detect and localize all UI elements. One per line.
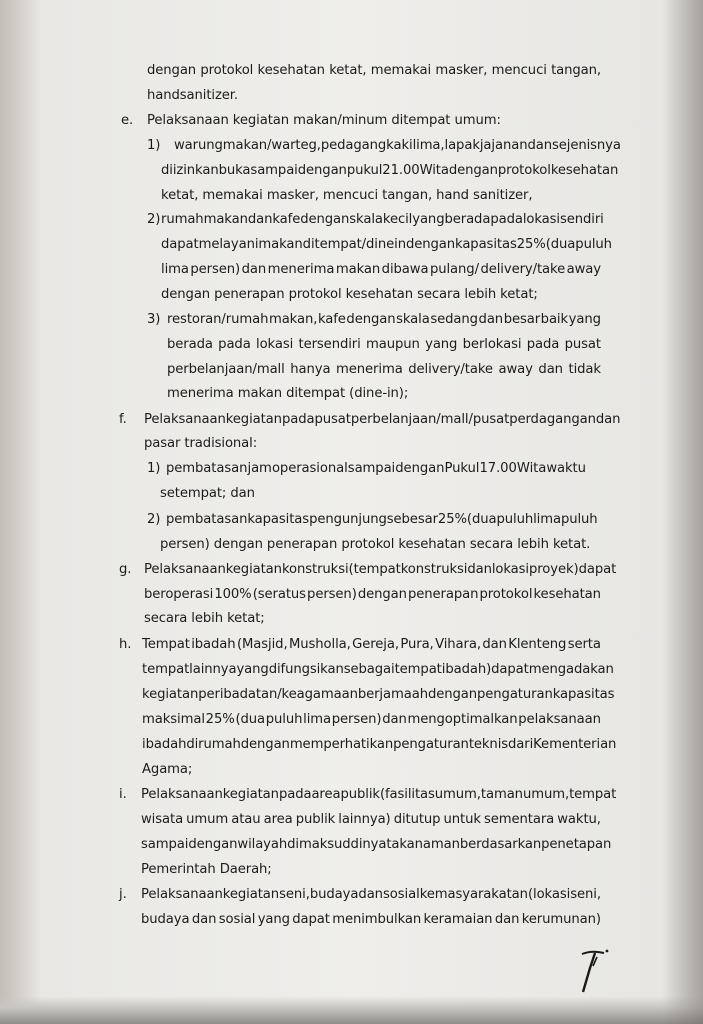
paraf-signature-mark: [576, 938, 616, 998]
word: (lokasi: [527, 887, 571, 902]
word: dengan: [297, 163, 347, 178]
word: konstruksi: [281, 562, 349, 577]
word: in: [394, 237, 406, 252]
word: dimaksud: [287, 837, 351, 852]
word: sebesar: [386, 512, 438, 527]
word: pembatasan: [166, 461, 248, 476]
word: lapak: [444, 138, 480, 153]
word: area: [263, 812, 293, 827]
word: lainnya: [189, 662, 237, 677]
word: dapat: [491, 662, 529, 677]
word: menimbulkan: [332, 912, 422, 927]
word: perdagangan: [509, 412, 596, 427]
word: dan: [538, 362, 563, 377]
word: jam: [247, 461, 272, 476]
list-marker: 2): [147, 212, 161, 227]
word: operasional: [271, 461, 348, 476]
text-line: secara lebih ketat;: [144, 611, 265, 626]
word: rumah: [198, 737, 241, 752]
word: berada: [167, 337, 213, 352]
word: Pelaksanaan: [141, 787, 223, 802]
word: away: [498, 362, 533, 377]
word: kapasitas: [247, 512, 310, 527]
word: kegiatan: [222, 887, 280, 902]
list-marker: 3): [147, 312, 161, 327]
word: away: [566, 262, 601, 277]
word: seni,: [279, 887, 310, 902]
signature-stroke: [582, 952, 604, 954]
word: sosial: [383, 887, 420, 902]
text-line: [141, 887, 601, 902]
word: sendiri: [559, 212, 604, 227]
word: yang: [257, 912, 290, 927]
word: pengunjung: [309, 512, 387, 527]
text-line: [166, 512, 598, 527]
word: kegiatan: [142, 687, 199, 702]
word: lokasi: [522, 212, 560, 227]
word: pengaturan: [477, 687, 553, 702]
word: dengan: [357, 587, 407, 602]
word: kegiatan: [225, 412, 282, 427]
text-line: [167, 337, 601, 352]
word: kegiatan: [225, 562, 282, 577]
word: dari: [508, 737, 534, 752]
list-marker: e.: [121, 113, 134, 128]
word: dan: [478, 312, 504, 327]
word: yang: [568, 312, 601, 327]
word: dan: [595, 412, 621, 427]
word: puluh: [560, 512, 598, 527]
word: 100%: [214, 587, 252, 602]
word: maksimal: [142, 712, 205, 727]
word: Pelaksanaan: [144, 562, 226, 577]
word: umum: [186, 812, 229, 827]
word: dan: [482, 637, 507, 652]
word: Pelaksanaan: [141, 887, 223, 902]
word: tangan,: [551, 63, 601, 78]
word: dengan: [240, 737, 290, 752]
word: kecil: [382, 212, 413, 227]
word: (tempat: [348, 562, 401, 577]
word: protokol: [479, 587, 533, 602]
word: ibadah: [191, 637, 236, 652]
word: delivery/take: [408, 362, 493, 377]
text-line: [141, 912, 601, 927]
word: waktu,: [557, 812, 601, 827]
word: skala: [349, 212, 383, 227]
word: teknis: [468, 737, 509, 752]
word: restoran/rumah: [167, 312, 269, 327]
word: makan: [203, 212, 248, 227]
word: Vihara,: [435, 637, 481, 652]
word: besar: [503, 312, 541, 327]
word: delivery/take: [480, 262, 566, 277]
word: lima: [161, 262, 189, 277]
word: penerapan: [408, 587, 479, 602]
word: dan: [527, 138, 552, 153]
word: budaya: [309, 887, 359, 902]
word: kesehatan: [533, 587, 601, 602]
text-line: [161, 262, 601, 277]
word: memperhatikan: [289, 737, 394, 752]
word: protokol: [200, 63, 254, 78]
word: Pukul: [444, 461, 480, 476]
list-marker: 1): [147, 461, 161, 476]
signature-dot: [606, 950, 609, 953]
list-marker: 1): [147, 138, 161, 153]
text-line: ketat, memakai masker, mencuci tangan, hand sanitizer,: [161, 188, 533, 203]
word: lima: [303, 712, 331, 727]
word: sosial: [218, 912, 256, 927]
word: waktu: [546, 461, 586, 476]
word: (dua: [235, 712, 265, 727]
word: persen): [307, 587, 357, 602]
word: kapasitas: [455, 237, 517, 252]
word: dengan: [147, 63, 197, 78]
word: pada: [490, 212, 523, 227]
word: sementara: [484, 812, 555, 827]
list-marker: g.: [119, 562, 132, 577]
word: warung: [174, 138, 223, 153]
word: (dua: [466, 512, 497, 527]
word: 25%: [516, 237, 546, 252]
word: buka: [218, 163, 251, 178]
word: berdasarkan: [459, 837, 542, 852]
text-line: [161, 237, 612, 252]
word: Klenteng: [508, 637, 567, 652]
word: proyek): [529, 562, 579, 577]
word: sampai: [141, 837, 189, 852]
word: dan: [467, 562, 492, 577]
word: rumah: [161, 212, 204, 227]
word: (Masjid,: [236, 637, 288, 652]
word: dapat: [161, 237, 199, 252]
text-line: setempat; dan: [160, 486, 255, 501]
word: ibadah: [142, 737, 187, 752]
word: kapasitas: [552, 687, 615, 702]
word: sampai: [250, 163, 298, 178]
list-marker: 2): [147, 512, 161, 527]
text-line: Pelaksanaan kegiatan makan/minum ditempat umum:: [147, 113, 501, 128]
word: lainnya): [338, 812, 391, 827]
word: dengan: [405, 237, 456, 252]
word: pada: [526, 337, 560, 352]
word: 17.00: [479, 461, 517, 476]
word: persen): [190, 262, 241, 277]
word: seni,: [570, 887, 601, 902]
word: tempat: [142, 662, 190, 677]
word: makan,: [268, 312, 318, 327]
word: penetapan: [541, 837, 612, 852]
text-line: persen) dengan penerapan protokol kesehatan secara lebih ketat.: [160, 537, 591, 552]
word: untuk: [443, 812, 481, 827]
word: Kementerian: [533, 737, 617, 752]
text-line: dengan penerapan protokol kesehatan secara lebih ketat;: [161, 287, 538, 302]
word: dan: [382, 712, 407, 727]
word: yang: [236, 662, 269, 677]
word: peribadatan/keagamaan: [198, 687, 358, 702]
word: mengoptimalkan: [407, 712, 518, 727]
word: dengan: [448, 163, 498, 178]
text-line: [142, 687, 615, 702]
text-line: [141, 787, 617, 802]
word: lokasi: [491, 562, 529, 577]
word: (fasilitas: [379, 787, 435, 802]
text-line: [142, 712, 601, 727]
word: yang: [412, 212, 445, 227]
list-marker: h.: [119, 637, 132, 652]
word: Pelaksanaan: [144, 412, 226, 427]
word: dengan: [346, 312, 396, 327]
word: pulang/: [429, 262, 479, 277]
word: aman: [422, 837, 460, 852]
word: budaya: [141, 912, 190, 927]
word: tempat: [569, 787, 617, 802]
word: perbelanjaan/mall/pusat: [350, 412, 510, 427]
word: pengaturan: [393, 737, 469, 752]
word: lima,: [412, 138, 445, 153]
word: tempat: [394, 662, 442, 677]
text-line: [167, 362, 601, 377]
text-line: [174, 138, 621, 153]
word: dengan: [395, 461, 445, 476]
word: 25%: [437, 512, 467, 527]
word: kegiatan: [222, 787, 279, 802]
word: makan/warteg,: [222, 138, 321, 153]
word: di: [186, 737, 199, 752]
word: melayani: [198, 237, 259, 252]
word: tidak: [568, 362, 601, 377]
word: serta: [567, 637, 601, 652]
word: sedang: [430, 312, 478, 327]
text-line: [142, 737, 617, 752]
text-line: [144, 412, 621, 427]
text-line: [167, 312, 601, 327]
word: jajanan: [479, 138, 528, 153]
word: perbelanjaan/mall: [167, 362, 285, 377]
word: atau: [231, 812, 261, 827]
word: kerumunan): [521, 912, 601, 927]
text-line: handsanitizer.: [147, 88, 239, 103]
word: area: [311, 787, 341, 802]
word: Wita: [419, 163, 449, 178]
word: dan: [241, 262, 267, 277]
word: kaki: [386, 138, 413, 153]
word: kemasyarakatan: [419, 887, 528, 902]
word: masker,: [435, 63, 488, 78]
word: persen): [331, 712, 382, 727]
word: sebagai: [343, 662, 395, 677]
text-line: [161, 163, 619, 178]
word: pembatasan: [166, 512, 248, 527]
word: wilayah: [237, 837, 288, 852]
word: dan: [494, 912, 520, 927]
word: publik: [340, 787, 380, 802]
word: dan: [358, 887, 383, 902]
word: menerima: [267, 262, 335, 277]
text-line: [142, 637, 601, 652]
word: umum,: [522, 787, 570, 802]
word: kafe: [272, 212, 301, 227]
text-line: Agama;: [142, 762, 193, 777]
text-line: menerima makan ditempat (dine-in);: [167, 386, 409, 401]
word: ditempat/dine: [302, 237, 395, 252]
word: mencuci: [491, 63, 547, 78]
word: Pura,: [400, 637, 434, 652]
word: lokasi: [256, 337, 294, 352]
text-line: [147, 63, 601, 78]
word: kafe: [317, 312, 346, 327]
word: 21.00: [382, 163, 420, 178]
word: kesehatan: [550, 163, 619, 178]
word: pusat: [314, 412, 351, 427]
word: pusat: [564, 337, 601, 352]
word: dapat: [578, 562, 617, 577]
word: 25%: [205, 712, 235, 727]
word: Musholla,: [288, 637, 351, 652]
word: ketat,: [329, 63, 367, 78]
word: (dua: [545, 237, 576, 252]
word: sampai: [347, 461, 396, 476]
word: lima: [533, 512, 561, 527]
word: maupun: [366, 337, 420, 352]
word: pukul: [346, 163, 383, 178]
text-line: [144, 562, 617, 577]
word: ibadah): [441, 662, 492, 677]
word: dapat: [292, 912, 330, 927]
word: umum,: [434, 787, 481, 802]
word: beroperasi: [144, 587, 214, 602]
word: pada: [218, 337, 251, 352]
word: dan: [191, 912, 217, 927]
word: menerima: [336, 362, 403, 377]
word: kesehatan: [257, 63, 325, 78]
word: Gereja,: [352, 637, 399, 652]
word: Tempat: [142, 637, 190, 652]
word: berjamaah: [357, 687, 428, 702]
word: yang: [425, 337, 458, 352]
word: dibawa: [381, 262, 429, 277]
word: hanya: [290, 362, 331, 377]
word: pelaksanaan: [518, 712, 601, 727]
word: dinyatakan: [350, 837, 423, 852]
word: puluh: [496, 512, 534, 527]
word: baik: [540, 312, 569, 327]
text-line: [141, 812, 601, 827]
word: ditutup: [393, 812, 441, 827]
word: puluh: [575, 237, 612, 252]
word: sejenisnya: [551, 138, 621, 153]
word: pada: [281, 412, 315, 427]
word: mengadakan: [528, 662, 614, 677]
text-line: [141, 837, 612, 852]
word: makan: [335, 262, 381, 277]
word: dan: [247, 212, 273, 227]
list-marker: i.: [119, 787, 127, 802]
text-line: pasar tradisional:: [144, 436, 258, 451]
text-line: [144, 587, 601, 602]
text-line: [161, 212, 604, 227]
word: dengan: [188, 837, 238, 852]
list-marker: f.: [119, 412, 127, 427]
word: memakai: [370, 63, 432, 78]
word: puluh: [265, 712, 303, 727]
word: dengan: [427, 687, 478, 702]
word: protokol: [497, 163, 551, 178]
word: konstruksi: [400, 562, 468, 577]
word: diizinkan: [161, 163, 219, 178]
word: berlokasi: [462, 337, 522, 352]
signature-stroke: [583, 953, 595, 992]
word: tersendiri: [298, 337, 361, 352]
word: skala: [396, 312, 430, 327]
word: difungsikan: [268, 662, 344, 677]
word: keramaian: [423, 912, 493, 927]
word: (seratus: [252, 587, 306, 602]
text-line: [142, 662, 614, 677]
word: berada: [444, 212, 491, 227]
word: Wita: [516, 461, 547, 476]
word: dengan: [300, 212, 350, 227]
word: publik: [295, 812, 336, 827]
word: pedagang: [320, 138, 387, 153]
word: makan: [258, 237, 303, 252]
text-line: [166, 461, 586, 476]
list-marker: j.: [119, 887, 127, 902]
word: wisata: [141, 812, 184, 827]
word: taman: [480, 787, 523, 802]
text-line: Pemerintah Daerah;: [141, 862, 272, 877]
word: pada: [278, 787, 312, 802]
